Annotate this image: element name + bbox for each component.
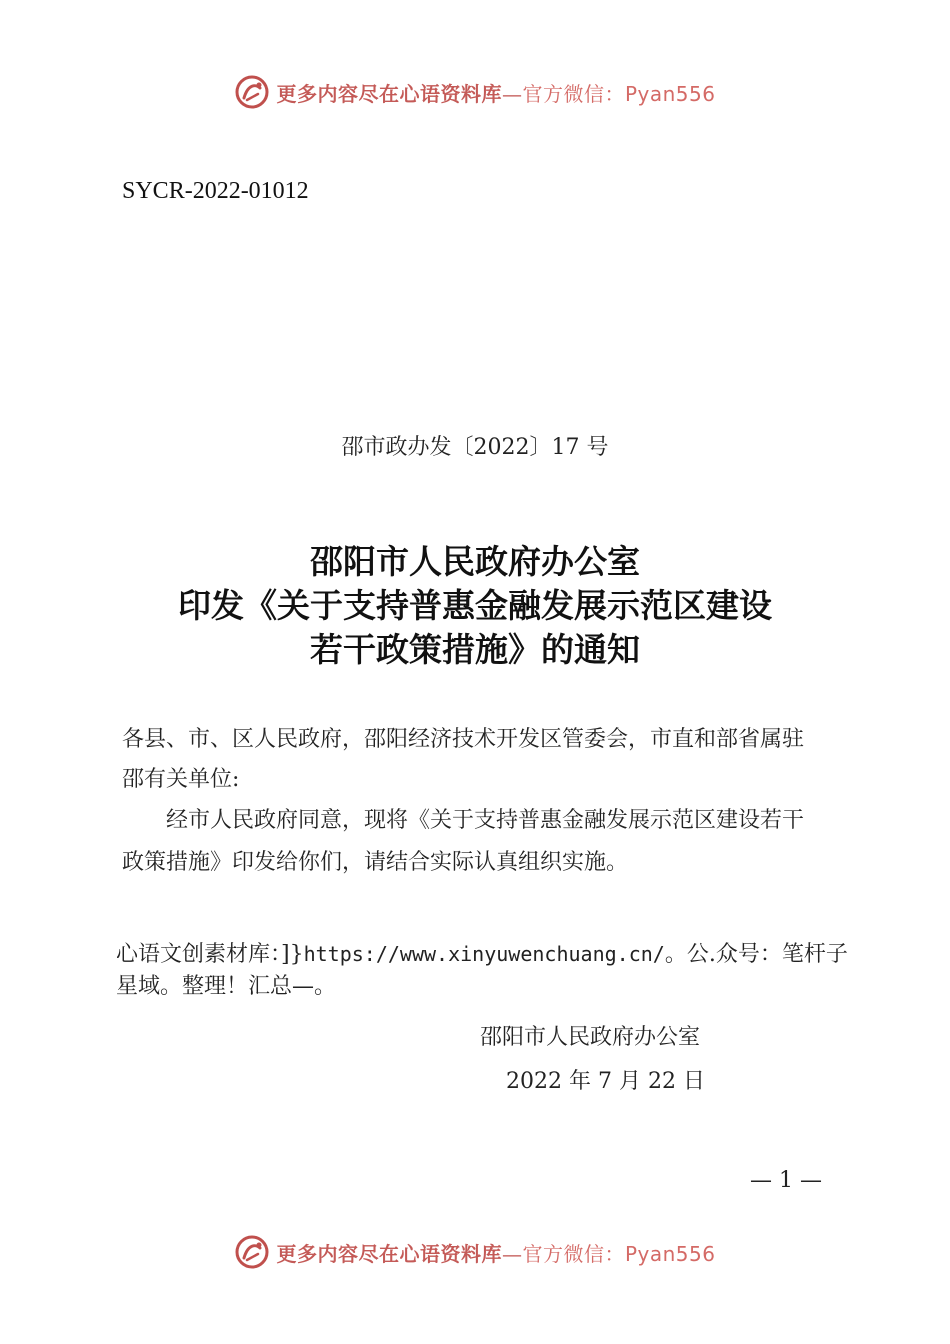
page-number: — 1 —	[750, 1168, 822, 1193]
source-note-suffix: 。公.众号：笔杆子星域。整理！汇总—。	[116, 942, 848, 999]
body-paragraph: 经市人民政府同意，现将《关于支持普惠金融发展示范区建设若干政策措施》印发给你们，请结合实际认真组织实施。	[122, 808, 805, 875]
banner-main-text: 更多内容尽在心语资料库	[276, 81, 502, 106]
source-note-prefix: 心语文创素材库：]}	[116, 942, 304, 967]
document-title	[0, 540, 950, 672]
banner-wechat-text: 官方微信：Pyan556	[522, 81, 716, 106]
footer-banner	[0, 1230, 950, 1274]
signature: 邵阳市人民政府办公室	[480, 1025, 701, 1050]
seal-logo-icon	[234, 74, 270, 110]
source-note-url: https://www.xinyuwenchuang.cn/	[303, 942, 665, 966]
addressee: 各县、市、区人民政府，邵阳经济技术开发区管委会，市直和部省属驻邵有关单位:	[122, 727, 805, 792]
seal-logo-icon	[234, 1234, 270, 1270]
banner-text	[276, 1238, 715, 1267]
source-note	[116, 938, 866, 1003]
document-number: 邵市政办发〔2022〕17 号	[341, 435, 609, 460]
title-line-3: 若干政策措施》的通知	[310, 630, 640, 669]
banner-text	[276, 78, 715, 107]
banner-main-text: 更多内容尽在心语资料库	[276, 1241, 502, 1266]
title-line-2: 印发《关于支持普惠金融发展示范区建设	[178, 586, 772, 625]
issue-date: 2022 年 7 月 22 日	[506, 1069, 705, 1094]
banner-wechat-text: 官方微信：Pyan556	[522, 1241, 716, 1266]
title-line-1: 邵阳市人民政府办公室	[310, 542, 640, 581]
banner-dash: —	[501, 1241, 523, 1266]
header-banner	[0, 70, 950, 114]
document-code: SYCR-2022-01012	[122, 178, 309, 204]
banner-dash: —	[501, 81, 523, 106]
